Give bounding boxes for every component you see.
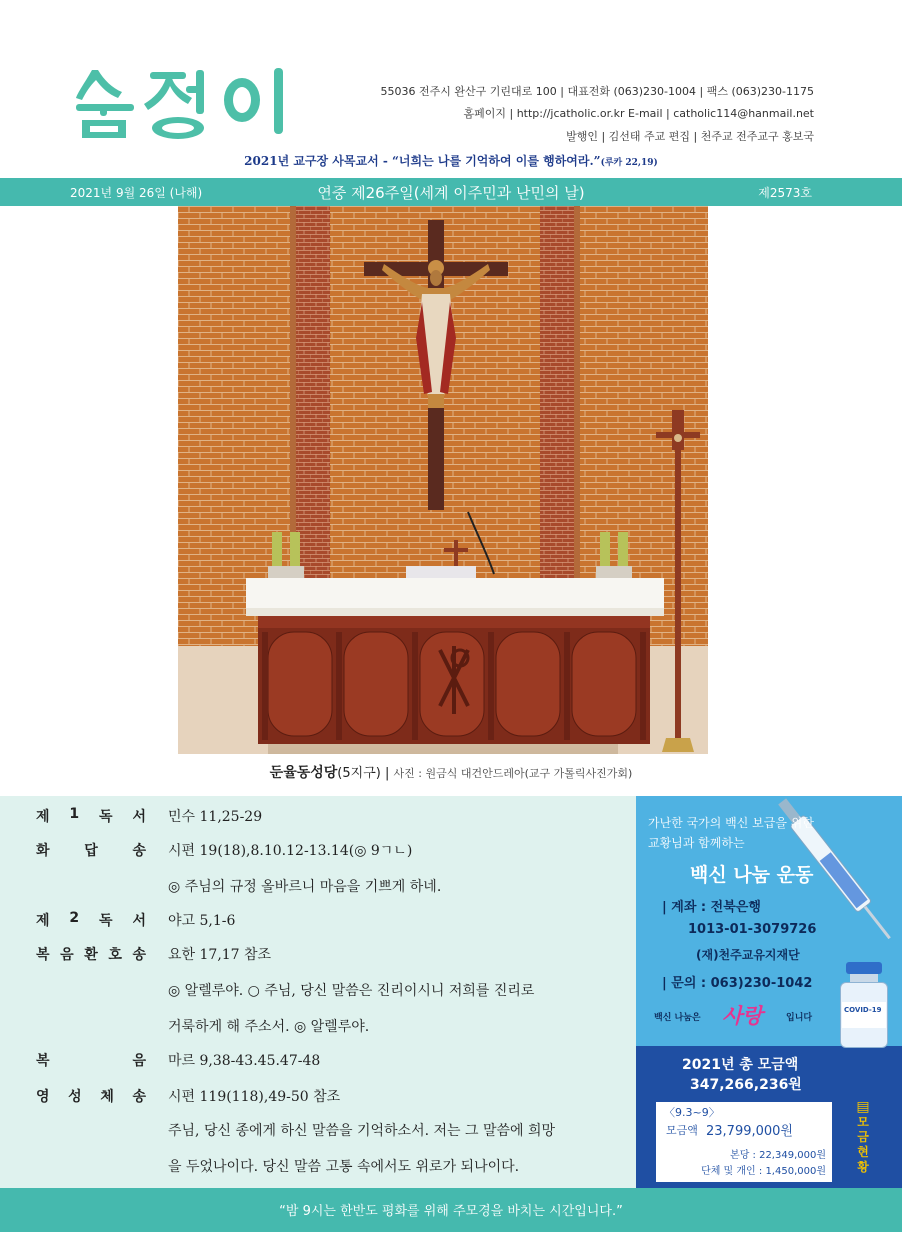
reading-citation: 마르 9,38-43.45.47-48 <box>168 1053 321 1069</box>
parish-amount: 본당 : 22,349,000원 <box>730 1150 826 1161</box>
sunday-theme: 연중 제26주일(세계 이주민과 난민의 날) <box>317 184 585 202</box>
footer-band <box>0 1188 902 1232</box>
reading-label: 영 성 체 송 <box>36 1089 146 1105</box>
peace-prayer-notice: “밤 9시는 한반도 평화를 위해 주모경을 바치는 시간입니다.” <box>279 1204 623 1219</box>
account-holder: (재)천주교유지재단 <box>696 948 800 962</box>
weekly-panel <box>656 1102 832 1182</box>
slogan-suffix: 입니다 <box>786 1013 813 1023</box>
total-title: 2021년 총 모금액 <box>682 1057 799 1073</box>
newsletter-logo <box>74 64 294 144</box>
photo-credit-group: (교구 가톨릭사진가회) <box>524 767 633 780</box>
pastoral-motto <box>0 152 902 169</box>
church-name: 둔율동성당 <box>269 765 338 781</box>
photo-caption <box>0 762 902 782</box>
vaccine-vial-icon <box>838 962 890 1050</box>
ad-intro-line-2: 교황님과 함께하는 <box>648 836 745 850</box>
caption-separator: | <box>384 766 390 781</box>
collection-status-vertical: ▤ 모 금 현 황 <box>852 1100 874 1175</box>
reading-label: 복 음 환 호 송 <box>36 947 146 963</box>
address-line: 55036 전주시 완산구 기린대로 100 | 대표전화 (063)230-1004 | 팩스 (063)230-1175 <box>380 85 814 98</box>
issue-date: 2021년 9월 26일 (나해) <box>70 186 203 200</box>
slogan-love-word: 사랑 <box>722 1004 763 1028</box>
communion-line-1: 주님, 당신 종에게 하신 말씀을 기억하소서. 저는 그 말씀에 희망 <box>168 1123 556 1139</box>
account-label: | 계좌 : 전북은행 <box>662 900 761 915</box>
motto-text: 2021년 교구장 사목교서 - “너희는 나를 기억하여 이를 행하여라.” <box>244 154 601 168</box>
slogan-prefix: 백신 나눔은 <box>654 1013 701 1023</box>
reading-citation: 시편 119(118),49-50 참조 <box>168 1089 341 1105</box>
reading-label: 제 2 독 서 <box>36 910 146 929</box>
reading-citation: 야고 5,1-6 <box>168 913 236 929</box>
psalm-response: ◎ 주님의 규정 올바르니 마음을 기쁘게 하네. <box>168 879 442 895</box>
reading-label: 화 답 송 <box>36 843 146 859</box>
alleluia-line-2: 거룩하게 해 주소서. ◎ 알렐루야. <box>168 1019 370 1035</box>
reading-citation: 민수 11,25-29 <box>168 809 263 825</box>
altar-table <box>258 616 650 744</box>
vaccine-sharing-ad <box>636 796 902 1188</box>
altar-photo <box>178 206 708 754</box>
weekly-label: 모금액 <box>666 1124 698 1137</box>
inquiry-phone: | 문의 : 063)230-1042 <box>662 976 813 991</box>
photo-credit: 사진 : 원금식 대건안드레아 <box>393 767 525 780</box>
vial-label: COVID-19 <box>844 1006 882 1014</box>
publisher-line: 발행인 | 김선태 주교 편집 | 천주교 전주교구 홍보국 <box>566 130 814 143</box>
group-amount: 단체 및 개인 : 1,450,000원 <box>701 1166 826 1177</box>
ad-title: 백신 나눔 운동 <box>690 864 814 886</box>
ad-intro-line-1: 가난한 국가의 백신 보급을 위한 <box>648 816 814 830</box>
right-pilaster <box>540 206 574 636</box>
account-number: 1013-01-3079726 <box>688 922 817 937</box>
alleluia-line-1: ◎ 알렐루야. ○ 주님, 당신 말씀은 진리이시니 저희를 진리로 <box>168 983 535 999</box>
motto-reference: (루카 22,19) <box>600 158 658 168</box>
reading-label: 제 1 독 서 <box>36 806 146 825</box>
altar-cloth <box>246 578 664 608</box>
weekly-amount: 23,799,000원 <box>706 1124 793 1139</box>
logo-lettering <box>74 64 294 144</box>
total-amount: 347,266,236원 <box>690 1077 802 1093</box>
collection-period: 〈9.3~9〉 <box>664 1106 720 1119</box>
clipboard-icon: ▤ <box>856 1099 870 1115</box>
reading-citation: 시편 19(18),8.10.12-13.14(◎ 9ㄱㄴ) <box>168 843 413 859</box>
mass-readings-panel <box>0 796 636 1188</box>
reading-citation: 요한 17,17 참조 <box>168 947 272 963</box>
church-district: (5지구) <box>337 766 381 781</box>
website-email-line: 홈페이지 | http://jcatholic.or.kr E-mail | catholic114@hanmail.net <box>463 107 814 120</box>
reading-label: 복 음 <box>36 1053 146 1069</box>
communion-line-2: 을 두었나이다. 당신 말씀 고통 속에서도 위로가 되나이다. <box>168 1159 520 1175</box>
issue-number: 제2573호 <box>758 186 812 200</box>
date-band <box>0 178 902 206</box>
